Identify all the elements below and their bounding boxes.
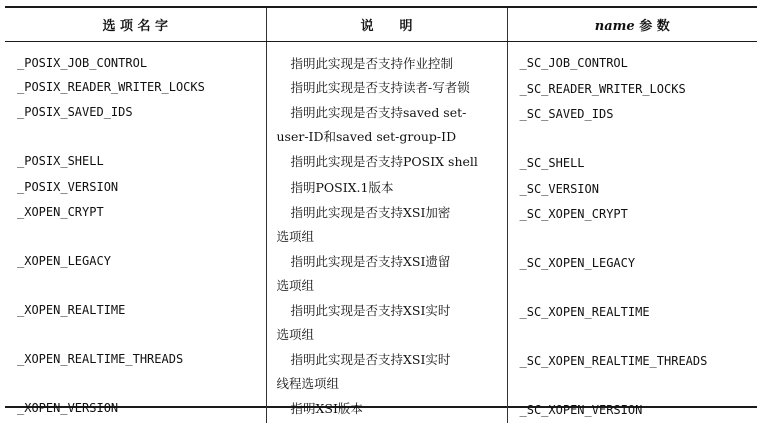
sysconf-name: _SC_READER_WRITER_LOCKS — [507, 76, 757, 102]
option-description — [266, 42, 507, 76]
option-description — [266, 397, 507, 423]
description-line: 指明此实现是否支持saved set- — [290, 105, 467, 120]
header-option-name: 选 项 名 字 — [5, 8, 266, 42]
description-line-continued: 选项组 — [276, 277, 315, 293]
description-line-continued: user-ID和saved set-group-ID — [276, 128, 457, 144]
option-description — [266, 299, 507, 348]
option-name: _POSIX_JOB_CONTROL — [17, 56, 148, 70]
option-name: _XOPEN_VERSION — [17, 401, 119, 415]
header-param-label: 参 数 — [634, 19, 670, 34]
sysconf-name: _SC_XOPEN_REALTIME — [507, 299, 757, 348]
description-line: 指明此实现是否支持XSI实时 — [290, 303, 451, 318]
option-name: _POSIX_SHELL — [17, 154, 104, 168]
sysconf-name: _SC_SHELL — [507, 150, 757, 176]
table-row — [5, 76, 757, 102]
option-description — [266, 76, 507, 102]
description-line: 指明XSI版本 — [290, 401, 363, 416]
sysconf-name: _SC_SAVED_IDS — [507, 101, 757, 150]
description-line: 指明此实现是否支持XSI加密 — [290, 205, 451, 220]
sysconf-name: _SC_VERSION — [507, 176, 757, 202]
sysconf-name: _SC_XOPEN_VERSION — [507, 397, 757, 423]
options-table — [5, 8, 757, 423]
header-name-param — [507, 8, 757, 42]
option-description — [266, 176, 507, 202]
table-row — [5, 299, 757, 348]
option-name: _XOPEN_CRYPT — [17, 205, 104, 219]
description-line-continued: 线程选项组 — [276, 375, 340, 391]
description-line-continued: 选项组 — [276, 228, 315, 244]
description-line: 指明此实现是否支持XSI实时 — [290, 352, 451, 367]
description-line: 指明此实现是否支持作业控制 — [290, 56, 454, 71]
option-name: _POSIX_READER_WRITER_LOCKS — [17, 79, 205, 94]
sysconf-name: _SC_XOPEN_LEGACY — [507, 250, 757, 299]
description-line: 指明POSIX.1版本 — [290, 179, 394, 195]
table-row — [5, 176, 757, 202]
option-description — [266, 201, 507, 250]
sysconf-name: _SC_XOPEN_REALTIME_THREADS — [507, 348, 757, 397]
option-name: _POSIX_VERSION — [17, 179, 119, 194]
table-row — [5, 397, 757, 423]
description-line: 指明此实现是否支持XSI遗留 — [290, 254, 451, 269]
sysconf-name: _SC_JOB_CONTROL — [507, 42, 757, 76]
description-line: 指明此实现是否支持POSIX shell — [290, 154, 478, 169]
table-row — [5, 201, 757, 250]
option-description — [266, 101, 507, 150]
option-name: _POSIX_SAVED_IDS — [17, 105, 133, 119]
option-description — [266, 250, 507, 299]
table-header-row — [5, 8, 757, 42]
option-description — [266, 348, 507, 397]
table-row — [5, 101, 757, 150]
header-name-italic: name — [594, 19, 635, 34]
sysconf-name: _SC_XOPEN_CRYPT — [507, 201, 757, 250]
option-description — [266, 150, 507, 176]
description-line-continued: 选项组 — [276, 326, 315, 342]
table-row — [5, 348, 757, 397]
option-name: _XOPEN_REALTIME — [17, 303, 126, 317]
header-description: 说 明 — [266, 8, 507, 42]
option-name: _XOPEN_LEGACY — [17, 254, 111, 268]
table-row — [5, 250, 757, 299]
description-line: 指明此实现是否支持读者-写者锁 — [290, 79, 470, 95]
options-table-frame — [5, 6, 757, 417]
table-row — [5, 42, 757, 76]
option-name: _XOPEN_REALTIME_THREADS — [17, 352, 184, 366]
table-row — [5, 150, 757, 176]
